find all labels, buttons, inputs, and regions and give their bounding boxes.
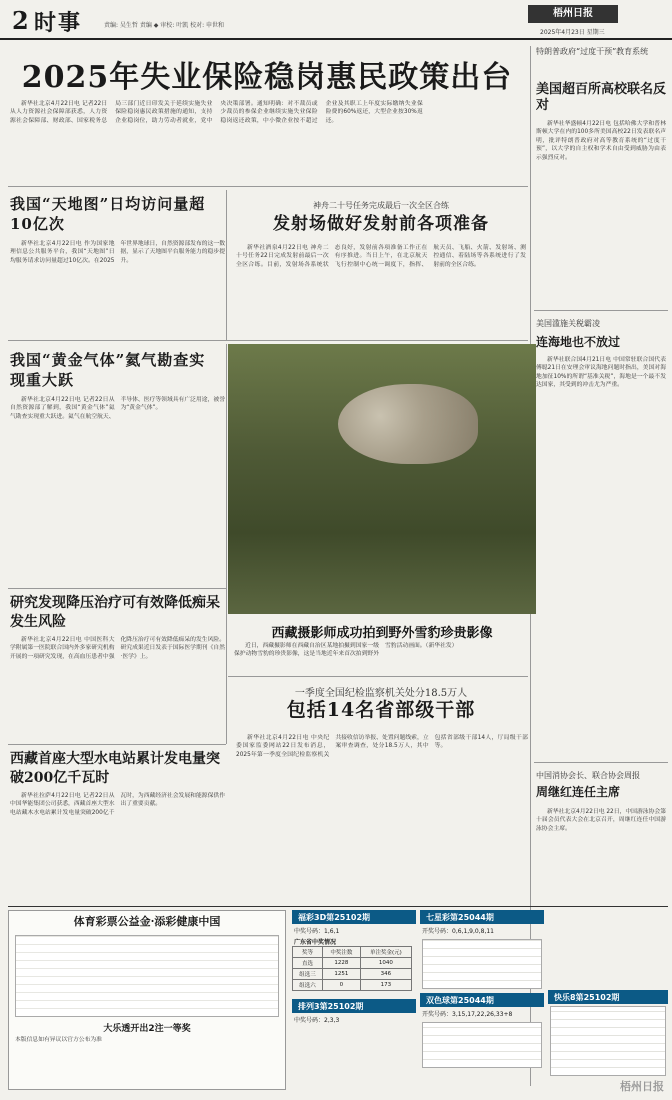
- shuangseqiu-title: 双色球第25044期: [420, 993, 544, 1007]
- right-mid-headline: 连海地也不放过: [536, 335, 621, 349]
- fucai-3d-numbers: 中奖号码：1,6,1: [294, 928, 340, 935]
- tianditu-headline: 我国“天地图”日均访问量超10亿次: [10, 195, 206, 233]
- page-number: 2: [12, 6, 29, 35]
- right-top-kicker: 特朗普政府“过度干预”教育系统: [536, 47, 649, 56]
- table-cell: 组选三: [293, 969, 323, 980]
- table-header: 奖等: [293, 947, 323, 958]
- qixingcai-panel: [420, 910, 544, 1090]
- right-top-headline: 美国超百所高校联名反对: [536, 82, 667, 113]
- fucai-3d-title: 福彩3D第25102期: [292, 910, 416, 924]
- table-cell: 173: [360, 980, 411, 991]
- sports-lottery-panel: [8, 910, 286, 1090]
- right-bottom-body: 新华社北京4月22日电 22日，中国游泳协会第十届会员代表大会在北京召开，周继红连任中国游泳协会主席。: [536, 809, 666, 832]
- fucai-3d-table: [292, 946, 412, 991]
- huangjin-headline: 我国“黄金气体”氦气勘查实现重大跃: [10, 351, 206, 389]
- shenzhou-body: 新华社酒泉4月22日电 神舟二十号任务22日完成发射前最后一次全区合练。目前，发射场各系统状态良好，发射前各项准备工作正在有序推进。当日上午，在北京航天飞行控制中心统一调度下，指挥、航天员、飞船、火箭、发射场、测控通信、着陆场等各系统进行了发射前的全区合练。: [236, 245, 526, 268]
- qixingcai-table: [422, 939, 542, 989]
- shuangseqiu-table: [422, 1022, 542, 1068]
- shenzhou-headline: 发射场做好发射前各项准备: [273, 214, 489, 234]
- kuaile8-table: [550, 1006, 666, 1076]
- shuangseqiu-numbers: 开奖号码：3,15,17,22,26,33+8: [422, 1011, 513, 1018]
- kuaile8-title: 快乐8第25102期: [548, 990, 668, 1004]
- table-cell: 1251: [323, 969, 361, 980]
- sports-lottery-title: 体育彩票公益金·添彩健康中国: [73, 915, 221, 928]
- tibet-body: 新华社拉萨4月22日电 记者22日从中国华能集团公司获悉，西藏首座大型水电站藏木水电站累计发电量突破200亿千瓦时，为西藏经济社会发展和能源保供作出了重要贡献。: [10, 793, 225, 816]
- snow-leopard-photo: [228, 344, 536, 614]
- table-cell: 346: [360, 969, 411, 980]
- right-top-body: 新华社华盛顿4月22日电 包括哈佛大学和普林斯顿大学在内的100多所美国高校22日发表联名声明，批评特朗普政府对高等教育系统的“过度干预”，以大学的自主权和学术自由受到威胁为由表示强烈反对。: [536, 121, 666, 161]
- table-header: 单注奖金(元): [360, 947, 411, 958]
- right-bottom-kicker: 中国消协会长、联合协会周报: [536, 771, 640, 780]
- section-title: 时事: [34, 10, 83, 36]
- issue-date: 2025年4月23日 星期三: [540, 29, 605, 36]
- right-bottom-headline: 周继红连任主席: [536, 785, 621, 799]
- snow-leopard-image: [338, 384, 478, 464]
- photo-caption: 西藏摄影师成功拍到野外雪豹珍贵影像: [271, 626, 493, 641]
- table-header: 中奖注数: [323, 947, 361, 958]
- sports-lottery-note: 本版信息如有异议以官方公布为准: [15, 1037, 102, 1043]
- table-cell: 直选: [293, 958, 323, 969]
- tibet-headline: 西藏首座大型水电站累计发电量突破200亿千瓦时: [10, 751, 220, 786]
- table-cell: 1040: [360, 958, 411, 969]
- sports-lottery-table: [15, 935, 279, 1017]
- staff-line: 责编: 吴生哲 责编 ◆ 审校: 叶凯 校对: 申世和: [104, 22, 225, 29]
- main-headline: 2025年失业保险稳岗惠民政策出台: [21, 60, 513, 95]
- right-mid-kicker: 美国滥施关税霸凌: [536, 319, 600, 328]
- qixingcai-numbers: 开奖号码：0,6,1,9,0,8,11: [422, 928, 494, 935]
- qixingcai-title: 七星彩第25044期: [420, 910, 544, 924]
- photo-body: 近日，西藏摄影师在西藏自治区某地拍摄到国家一级保护动物雪豹的珍贵影像，这是当地近年来首次拍到野外雪豹活动画面。（新华社发）: [234, 643, 458, 658]
- main-article-body: 新华社北京4月22日电 记者22日从人力资源社会保障部获悉，人力资源社会保障部、财政部、国家税务总局三部门近日印发关于延续实施失业保险稳岗惠民政策措施的通知，支持企业稳岗位，助力劳动者就业，党中央决策部署。通知明确：对不裁员或少裁员的参保企业继续实施失业保险稳岗返还政策，中小微企业按不超过企业及其职工上年度实际缴纳失业保险费的60%返还，大型企业按30%返还。: [10, 101, 423, 124]
- pailie3-title: 排列3第25102期: [292, 999, 416, 1013]
- table-cell: 1228: [323, 958, 361, 969]
- right-mid-body: 新华社联合国4月21日电 中国常驻联合国代表傅聪21日在安理会审议海地问题时指出，美国对海地加征10%的所谓“基准关税”，海地是一个最不发达国家，其受到的冲击尤为严重。: [536, 357, 666, 389]
- kuaile8-panel: [548, 990, 668, 1090]
- jijian-headline: 包括14名省部级干部: [286, 699, 476, 721]
- fucai-3d-subtitle: 广东省中奖情况: [294, 939, 337, 946]
- research-body: 新华社北京4月22日电 中国医科大学附属第一医院联合国内外多家研究机构开展的一项研究发现，在高血压患者中强化降压治疗可有效降低痴呆的发生风险。研究成果近日发表于国际医学期刊《自然·医学》上。: [10, 637, 225, 660]
- jijian-body: 新华社北京4月22日电 中央纪委国家监委网站22日发布消息，2025年第一季度全国纪检监察机关共接收信访举报、处置问题线索，立案审查调查，处分18.5万人，其中包括省部级干部14人，厅局级干部等。: [236, 735, 528, 758]
- shenzhou-kicker: 神舟二十号任务完成最后一次全区合练: [313, 201, 449, 210]
- table-cell: 0: [323, 980, 361, 991]
- page-header: [0, 0, 672, 40]
- paper-logo: 梧州日报: [528, 5, 618, 23]
- huangjin-body: 新华社北京4月22日电 记者22日从自然资源部了解到，我国“黄金气体”氦气勘查实现重大跃进。氦气在航空航天、半导体、医疗等领域具有广泛用途，被誉为“黄金气体”。: [10, 397, 225, 420]
- research-headline: 研究发现降压治疗可有效降低痴呆发生风险: [10, 595, 220, 630]
- sports-lottery-promo: 大乐透开出2注一等奖: [103, 1024, 191, 1034]
- watermark: 梧州日报: [620, 1080, 664, 1093]
- table-cell: 组选六: [293, 980, 323, 991]
- pailie3-numbers: 中奖号码：2,3,3: [294, 1017, 340, 1024]
- fucai-3d-panel: [292, 910, 416, 1090]
- jijian-kicker: 一季度全国纪检监察机关处分18.5万人: [294, 688, 468, 699]
- tianditu-body: 新华社北京4月22日电 作为国家地理信息公共服务平台，我国“天地图”日均服务请求访问量超过10亿次。在2025年世界地球日，自然资源部发布的这一数据，显示了天地图平台服务能力的稳步提升。: [10, 241, 225, 264]
